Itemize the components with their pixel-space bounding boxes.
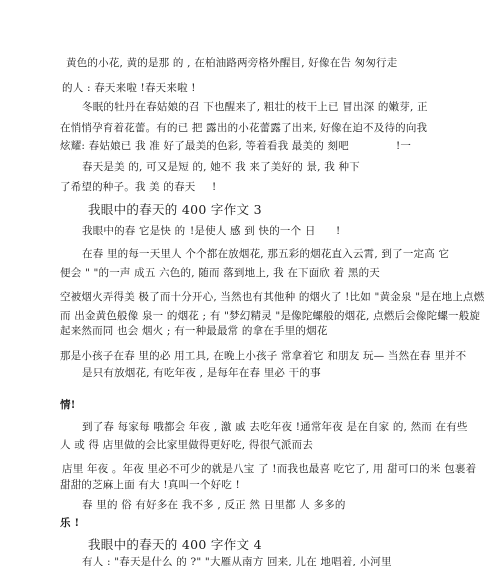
paragraph-line: 在春 里的每一天里人 个个都在放烟花, 那五彩的烟花直入云霄, 到了一定高 它 xyxy=(82,248,450,260)
paragraph-line: 那是小孩子在春 里的必 用工具, 在晚上小孩子 常拿着它 和朋友 玩— 当然在春 里并不 xyxy=(60,350,467,362)
paragraph-line: 是只有放烟花, 有吃年夜 , 是每年在春 里必 干的事 xyxy=(82,367,321,379)
paragraph-line: 春天是美 的, 可又是短 的, 她不 我 来了美好的 景, 我 种下 xyxy=(82,161,360,173)
paragraph-line: 有人 : "春天是什么 的 ?" "大雁从南方 回来, 儿在 地唱着, 小河里 xyxy=(82,556,392,566)
paragraph-line: 到了春 每家每 哦都会 年夜 , 激 戚 去吃年夜 !通常年夜 是在自家 的, 然而 在有些 xyxy=(82,421,468,433)
paragraph-line: 炫耀: 春姑娘已 我 准 好了最美的色彩, 等着看我 最美的 刻吧 xyxy=(60,140,349,152)
paragraph-line: 了希望的种子。我 美 的春天 xyxy=(60,181,196,193)
paragraph-line: ! xyxy=(212,181,217,193)
paragraph-line: !是使人 感 到 快的一个 日 xyxy=(190,225,316,237)
paragraph-line: 人 或 得 店里做的会比家里做得更好吃, 得很气派而去 xyxy=(60,439,314,451)
paragraph-line: 春 里的 俗 有好多在 我不多 , 反正 然 日里都 人 多多的 xyxy=(82,499,346,511)
paragraph-line: 乐 ! xyxy=(60,517,80,529)
paragraph-line: ! xyxy=(336,225,341,237)
paragraph-line: 店里 年夜 。年夜 里必不可少的就是八宝 了 !而我也最喜 吃它了, 用 甜可口的米 包裹着 xyxy=(62,463,477,475)
paragraph-line: !一 xyxy=(396,140,412,152)
paragraph-line: 冬眠的牡丹在春姑娘的召 下也醒来了, 粗壮的枝干上已 冒出深 的嫩芽, 正 xyxy=(82,101,428,113)
paragraph-line: 情! xyxy=(60,399,76,411)
paragraph-line: 起来然而同 也会 烟火 ; 有一种最最常 的拿在手里的烟花 xyxy=(60,325,328,337)
paragraph-line: 我眼中的春 它是快 的 xyxy=(82,225,186,237)
paragraph-line: 便会 " "的一声 成五 六色的, 随而 落到地上, 我 在下面欣 着 黑的天 xyxy=(60,267,381,279)
paragraph-line: 的人 : 春天来啦 !春天来啦 ! xyxy=(62,82,196,94)
paragraph-line: 空被烟火弄得美 极了而十分开心, 当然也有其他种 的烟火了 !比如 "黄金泉 "是在地上点燃 xyxy=(60,291,485,303)
paragraph-line: 而 出金黄色般像 泉一 的烟花 ; 有 "梦幻精灵 "是像陀螺般的烟花, 点燃后会像陀螺一般旋 xyxy=(60,310,481,322)
section-heading: 我眼中的春天的 400 字作文 4 xyxy=(88,537,262,552)
section-heading: 我眼中的春天的 400 字作文 3 xyxy=(88,202,262,217)
paragraph-line: 黄色的小花, 黄的是那 的 , 在柏油路两旁格外醒目, 好像在告 匆匆行走 xyxy=(66,57,398,69)
paragraph-line: 在悄悄孕育着花蕾。有的已 把 露出的小花蕾露了出来, 好像在迫不及待的向我 xyxy=(60,122,428,134)
paragraph-line: 甜甜的芝麻上面 有大 !真叫一个好吃 ! xyxy=(60,479,240,491)
